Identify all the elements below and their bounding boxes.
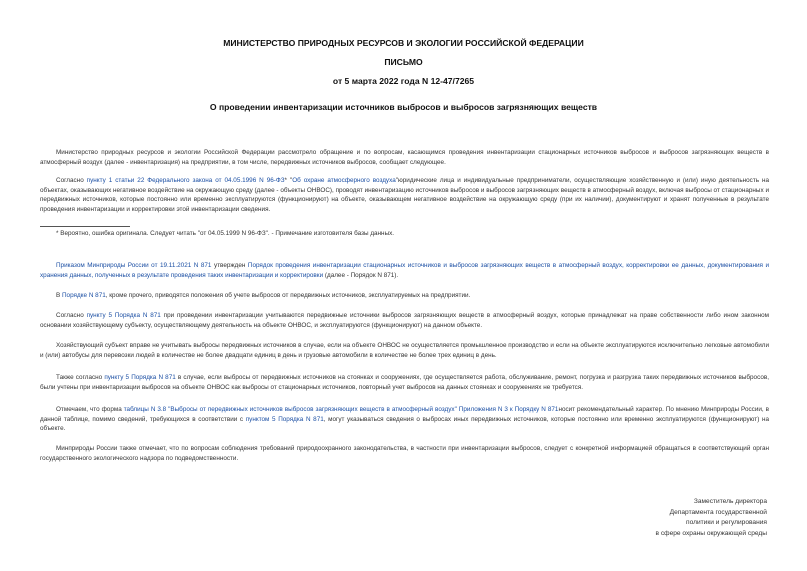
doc-subject: О проведении инвентаризации источников выбросов и выбросов загрязняющих веществ bbox=[209, 102, 598, 112]
paragraph-9: Минприроды России также отмечает, что по вопросам соблюдения требований природоохранного законодательства, в частности при инвентаризации выбросов, следует с конкретной информацией обращаться в соответствующий орган государственного экологического надзора по подведомственности. bbox=[40, 445, 769, 462]
signature-block bbox=[656, 497, 767, 539]
signature-line-4: в сфере охраны окружающей среды bbox=[655, 529, 767, 537]
signature-line-2: Департамента государственной bbox=[669, 508, 767, 516]
link-order-871[interactable]: Приказом Минприроды России от 19.11.2021 N 871 bbox=[56, 262, 212, 269]
link-item-5[interactable]: пункту 5 Порядка N 871 bbox=[86, 312, 161, 319]
ministry-title: МИНИСТЕРСТВО ПРИРОДНЫХ РЕСУРСОВ И ЭКОЛОГИИ РОССИЙСКОЙ ФЕДЕРАЦИИ bbox=[223, 38, 584, 48]
doc-type: ПИСЬМО bbox=[384, 57, 423, 67]
paragraph-7: Также согласно пункту 5 Порядка N 871 в случае, если выбросы от передвижных источников на стоянках и сооружениях, где осуществляется работа, обслуживание, ремонт, погрузка и разгрузка таких передвижных источников выбросов, были учтены при инвентаризации выбросов на объекте ОНВОС как выбросы от стационарных источников, повторный учет выбросов на данных стоянках и сооружениях не требуется. bbox=[40, 374, 769, 391]
link-procedure-871[interactable]: Порядке N 871 bbox=[62, 292, 106, 299]
link-procedure[interactable]: Порядок проведения инвентаризации стационарных источников и выбросов загрязняющих веществ в атмосферный воздух, корректировки ее данных, документирования и хранения данных, полученных в результате проведения таких инвентаризации и корректировки bbox=[40, 262, 770, 279]
link-item-5-c[interactable]: пунктом 5 Порядка N 871 bbox=[245, 415, 324, 423]
paragraph-5: Согласно пункту 5 Порядка N 871 при проведении инвентаризации учитываются передвижные источники выбросов загрязняющих веществ в атмосферный воздух, которые принадлежат на праве собственности либо ином законном основании хозяйствующему субъекту, осуществляющему деятельность на объекте ОНВОС, и эксплуатируются (функционируют) на данном объекте. bbox=[40, 312, 769, 329]
paragraph-8: Отмечаем, что форма таблицы N 3.8 "Выбросы от передвижных источников выбросов загрязняющих веществ в атмосферный воздух" Приложения N 3 к Порядку N 871носит рекомендательный характер. По мнению Минприроды России, в данной таблице, помимо сведений, требующихся в соответствии с пунктом 5 Порядка N 871, могут указываться сведения о выбросах иных передвижных источников, которые постоянно или временно эксплуатируются (функционируют) на объекте. bbox=[40, 406, 770, 433]
paragraph-6: Хозяйствующий субъект вправе не учитывать выбросы передвижных источников в случае, если на объекте ОНВОС не осуществляется промышленное производство и если на объекте эксплуатируются исключительно легковые автомобили и (или) автобусы для перевозки людей в количестве не более двадцати единиц в день и грузовые автомобили в количестве не более трех единиц в день. bbox=[40, 342, 769, 359]
link-table-3-8[interactable]: таблицы N 3.8 "Выбросы от передвижных источников выбросов загрязняющих веществ в атмосферный воздух" Приложения N 3 к Порядку N 871 bbox=[123, 406, 559, 413]
doc-date-number: от 5 марта 2022 года N 12-47/7265 bbox=[332, 76, 475, 86]
paragraph-3: Приказом Минприроды России от 19.11.2021 N 871 утвержден Порядок проведения инвентаризации стационарных источников и выбросов загрязняющих веществ в атмосферный воздух, корректировки ее данных, документирования и хранения данных, полученных в результате проведения таких инвентаризации и корректировки (далее - Порядок N 871). bbox=[40, 262, 770, 279]
footnote-divider bbox=[40, 226, 130, 227]
link-item-5-b[interactable]: пункту 5 Порядка N 871 bbox=[104, 374, 176, 381]
paragraph-1: Министерство природных ресурсов и экологии Российской Федерации рассмотрело обращение и по вопросам, касающимся проведения инвентаризации стационарных источников выбросов и выбросов загрязняющих веществ в атмосферный воздух (далее - инвентаризация) на предприятии, в том числе, передвижных источников выбросов, сообщает следующее. bbox=[40, 149, 769, 166]
link-law-article[interactable]: пункту 1 статьи 22 Федерального закона от 04.05.1996 N 96-ФЗ bbox=[86, 177, 285, 184]
signature-line-1: Заместитель директора bbox=[693, 498, 767, 505]
footnote: * Вероятно, ошибка оригинала. Следует читать "от 04.05.1999 N 96-ФЗ". - Примечание изготовителя базы данных. bbox=[56, 230, 395, 237]
signature-line-3: политики и регулирования bbox=[686, 519, 767, 526]
paragraph-4: В Порядке N 871, кроме прочего, приводятся положения об учете выбросов от передвижных источников, эксплуатируемых на предприятии. bbox=[56, 292, 471, 299]
paragraph-2: Согласно пункту 1 статьи 22 Федерального закона от 04.05.1996 N 96-ФЗ* "Об охране атмосферного воздуха"юридические лица и индивидуальные предприниматели, осуществляющие хозяйственную и (или) иную деятельность на объектах, оказывающих негативное воздействие на окружающую среду (далее - объекты ОНВОС), проводят инвентаризацию источников выбросов и выбросов загрязняющих веществ в атмосферный воздух, включая выбросы от стационарных и передвижных источников, которые постоянно или временно эксплуатируются (функционируют) на объекте, оказывающем негативное воздействие на окружающую среду (при их наличии), документируют и хранят полученные в результате проведения инвентаризации и корректировки этой инвентаризации сведения. bbox=[40, 177, 770, 213]
link-law-title[interactable]: Об охране атмосферного воздуха bbox=[292, 177, 396, 184]
